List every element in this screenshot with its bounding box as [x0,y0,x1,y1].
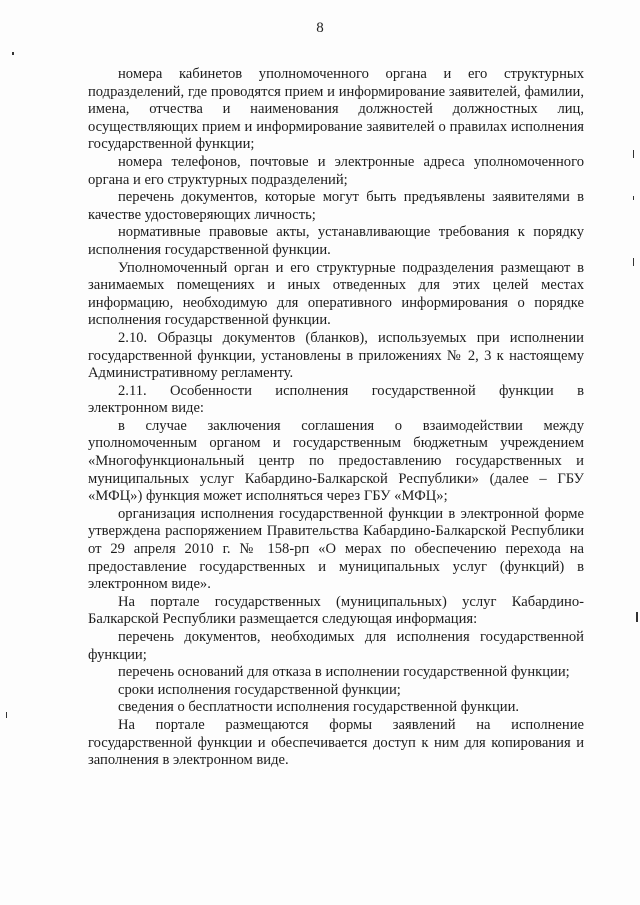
paragraph-section-2-10: 2.10. Образцы документов (бланков), используемых при исполнении государственной функции, установлены в приложениях № 2, 3 к настоящему Административному регламенту. [88,329,584,382]
scan-mark [6,712,7,718]
paragraph-portal-documents-list: перечень документов, необходимых для исполнения государственной функции; [88,629,584,663]
paragraph-portal-application-forms: На портале размещаются формы заявлений на исполнение государственной функции и обеспечивается доступ к ним для копирования и заполнения в электронном виде. [88,716,584,769]
section-2-11-word: Особенности [169,382,252,399]
paragraph-identity-documents: перечень документов, которые могут быть предъявлены заявителями в качестве удостоверяющих личность; [88,189,584,223]
paragraph-mfc-agreement: в случае заключения соглашения о взаимодействии между уполномоченным органом и государственным бюджетным учреждением «Многофункциональный центр по предоставлению государственных и муниципальных услуг Кабардино-Балкарской Республики» (далее – ГБУ «МФЦ») функция может исполняться через ГБУ «МФЦ»; [88,417,584,505]
document-body [88,66,584,770]
paragraph-portal-information: На портале государственных (муниципальных) услуг Кабардино-Балкарской Республики размещается следующая информация: [88,593,584,628]
section-2-11-word: в [577,382,584,399]
paragraph-regulatory-acts: нормативные правовые акты, устанавливающие требования к порядку исполнения государственной функции. [88,224,584,258]
section-2-11-word: 2.11. [118,382,147,399]
paragraph-phone-numbers: номера телефонов, почтовые и электронные адреса уполномоченного органа и его структурных подразделений; [88,153,584,188]
paragraph-portal-refusal-grounds: перечень оснований для отказа в исполнении государственной функции; [118,664,570,681]
section-2-11-heading [88,383,584,401]
scan-mark [633,258,634,266]
section-2-11-word: исполнения [275,382,349,399]
paragraph-information-placement: Уполномоченный орган и его структурные подразделения размещают в занимаемых помещениях и иных отведенных для этих целей местах информацию, необходимую для оперативного информирования о порядке исполнения государственной функции. [88,259,584,329]
paragraph-portal-deadlines: сроки исполнения государственной функции; [118,681,401,698]
scan-mark [636,612,638,622]
scan-mark [633,196,634,200]
paragraph-cabinet-numbers: номера кабинетов уполномоченного органа и его структурных подразделений, где проводятся прием и информирование заявителей, фамилии, имена, отчества и наименования должностей должностных лиц, осуществляющих прием и информирование заявителей о правилах исполнения государственной функции; [88,66,584,153]
section-2-11-word: функции [499,382,554,399]
scan-mark [633,150,634,158]
page-number: 8 [316,20,324,36]
section-2-11-word: государственной [371,382,476,399]
paragraph-portal-free-of-charge: сведения о бесплатности исполнения государственной функции. [118,699,520,716]
section-2-11-continuation: электронном виде: [88,400,204,417]
scan-mark [12,52,14,55]
paragraph-electronic-form-order: организация исполнения государственной функции в электронной форме утверждена распоряжением Правительства Кабардино-Балкарской Республики от 29 апреля 2010 г. № 158-рп «О мерах по обеспечению перехода на предоставление государственных и муниципальных услуг (функций) в электронном виде». [88,505,584,593]
